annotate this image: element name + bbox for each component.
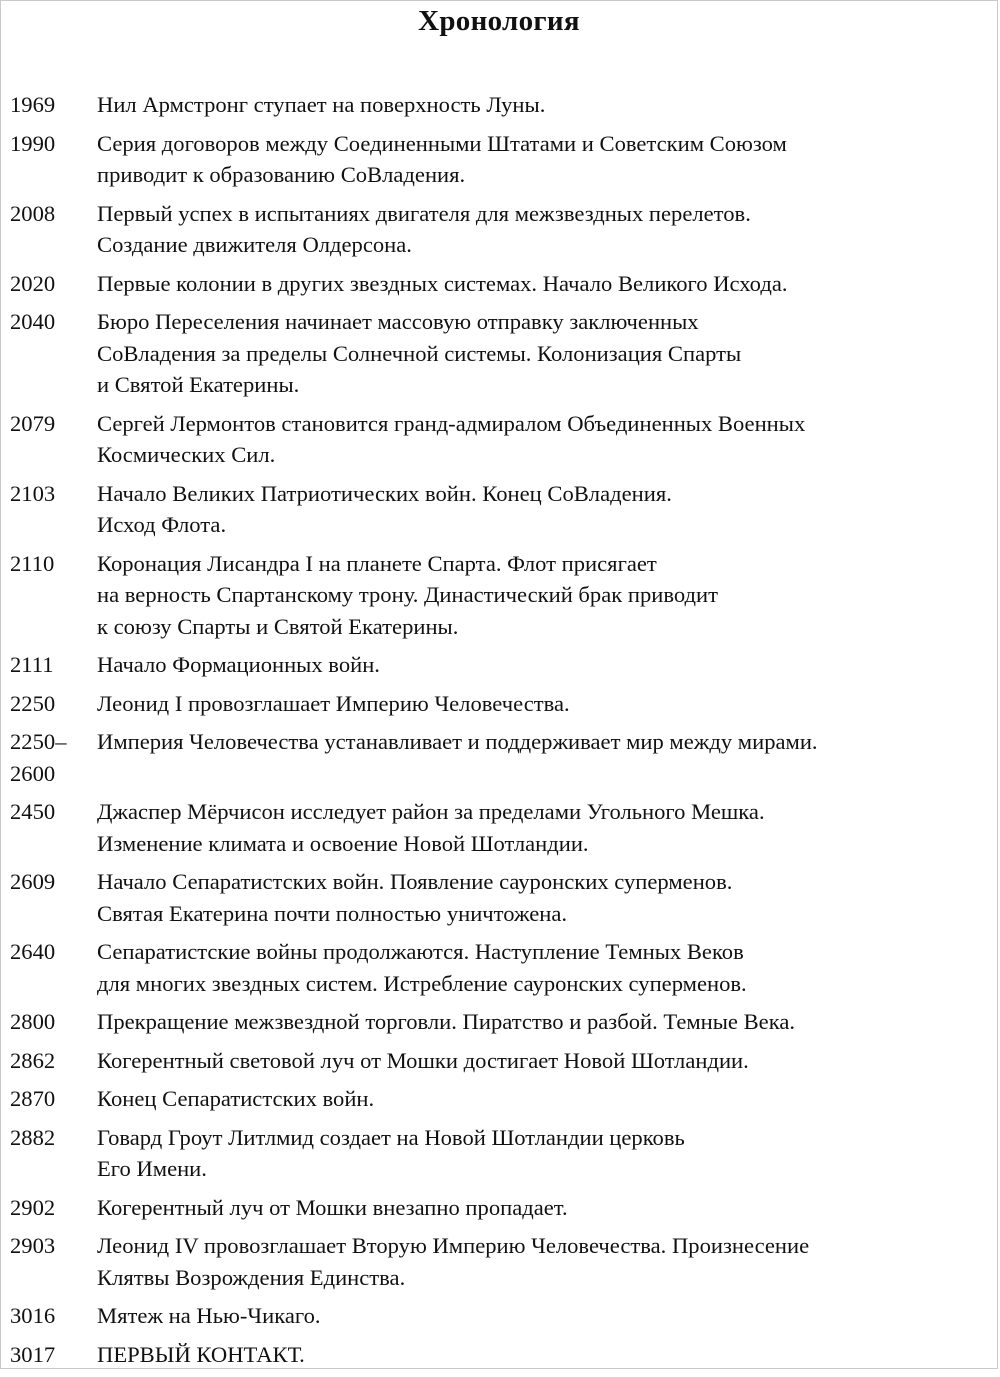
entry-text: Когерентный луч от Мошки внезапно пропадает. bbox=[97, 1194, 568, 1220]
entry-year: 2870 bbox=[10, 1086, 56, 1111]
page-title: Хронология bbox=[418, 5, 580, 37]
entry-year: 2640 bbox=[10, 939, 56, 964]
entry-text: Начало Сепаратистских войн. Появление сауронских суперменов. Святая Екатерина почти полностью уничтожена. bbox=[97, 869, 733, 926]
timeline-entry bbox=[10, 1006, 995, 1038]
entry-year: 2862 bbox=[10, 1047, 56, 1073]
entry-text: Серия договоров между Соединенными Штатами и Советским Союзом приводит к образованию СоВладения. bbox=[97, 130, 787, 187]
timeline-entry bbox=[10, 408, 995, 471]
entry-text: Сепаратистские войны продолжаются. Наступление Темных Веков для многих звездных систем. Истребление сауронских суперменов. bbox=[97, 939, 747, 996]
timeline-entry bbox=[10, 198, 995, 261]
entry-text: Нил Армстронг ступает на поверхность Луны. bbox=[97, 92, 546, 117]
entry-year: 2450 bbox=[10, 799, 56, 824]
entry-text: Конец Сепаратистских войн. bbox=[97, 1086, 375, 1111]
entry-text: Первые колонии в других звездных системах. Начало Великого Исхода. bbox=[97, 270, 788, 296]
entry-text: Коронация Лисандра I на планете Спарта. Флот присягает на верность Спартанскому трону. Династический брак приводит к союзу Спарты и Святой Екатерины. bbox=[97, 550, 718, 639]
timeline-entry bbox=[10, 688, 995, 720]
timeline-entry bbox=[10, 1045, 995, 1077]
timeline-entry bbox=[10, 866, 995, 929]
entry-year: 2079 bbox=[10, 410, 56, 436]
entry-year: 2008 bbox=[10, 200, 56, 226]
timeline-entry bbox=[10, 128, 995, 191]
entry-year: 2609 bbox=[10, 869, 56, 894]
entry-year: 1990 bbox=[10, 130, 56, 156]
entry-text: Первый успех в испытаниях двигателя для межзвездных перелетов. Создание движителя Олдерсона. bbox=[97, 200, 751, 257]
entry-text: Начало Великих Патриотических войн. Конец СоВладения. Исход Флота. bbox=[97, 480, 672, 537]
entry-text: Леонид IV провозглашает Вторую Империю Человечества. Произнесение Клятвы Возрождения Единства. bbox=[97, 1233, 810, 1290]
entry-year: 2800 bbox=[10, 1009, 56, 1034]
entry-text: ПЕРВЫЙ КОНТАКТ. bbox=[97, 1341, 305, 1367]
entry-year: 2111 bbox=[10, 652, 54, 677]
entry-year: 2882 bbox=[10, 1124, 56, 1150]
entry-text: Сергей Лермонтов становится гранд-адмиралом Объединенных Военных Космических Сил. bbox=[97, 410, 806, 467]
timeline-entry bbox=[10, 726, 995, 789]
timeline-entry bbox=[10, 796, 995, 859]
timeline-entry bbox=[10, 1192, 995, 1224]
entry-year: 1969 bbox=[10, 92, 56, 117]
timeline-entry bbox=[10, 548, 995, 643]
entry-text: Начало Формационных войн. bbox=[97, 652, 380, 677]
entry-text: Империя Человечества устанавливает и поддерживает мир между мирами. bbox=[97, 729, 818, 754]
timeline-entry bbox=[10, 1300, 995, 1332]
entry-text: Мятеж на Нью-Чикаго. bbox=[97, 1303, 321, 1328]
entry-year: 2902 bbox=[10, 1194, 56, 1220]
timeline-entry bbox=[10, 478, 995, 541]
timeline-entry bbox=[10, 1122, 995, 1185]
timeline-entry bbox=[10, 649, 995, 681]
entry-year: 2110 bbox=[10, 550, 55, 576]
entry-year: 2103 bbox=[10, 480, 56, 506]
timeline-entry bbox=[10, 268, 995, 300]
entry-year: 2250– 2600 bbox=[10, 729, 67, 786]
entry-text: Говард Гроут Литлмид создает на Новой Шотландии церковь Его Имени. bbox=[97, 1124, 685, 1181]
timeline-entry bbox=[10, 1339, 995, 1371]
entry-year: 3016 bbox=[10, 1303, 56, 1328]
timeline-list bbox=[10, 89, 995, 1377]
entry-year: 2040 bbox=[10, 309, 56, 334]
timeline-entry bbox=[10, 936, 995, 999]
timeline-entry bbox=[10, 1230, 995, 1293]
entry-text: Прекращение межзвездной торговли. Пиратство и разбой. Темные Века. bbox=[97, 1009, 796, 1034]
entry-text: Джаспер Мёрчисон исследует район за пределами Угольного Мешка. Изменение климата и освоение Новой Шотландии. bbox=[97, 799, 765, 856]
timeline-entry bbox=[10, 306, 995, 401]
entry-year: 2020 bbox=[10, 270, 56, 296]
timeline-entry bbox=[10, 89, 995, 121]
entry-text: Леонид I провозглашает Империю Человечества. bbox=[97, 690, 570, 716]
entry-year: 2903 bbox=[10, 1233, 56, 1258]
entry-year: 3017 bbox=[10, 1341, 56, 1367]
entry-text: Бюро Переселения начинает массовую отправку заключенных СоВладения за пределы Солнечной системы. Колонизация Спарты и Святой Екатерины. bbox=[97, 309, 742, 397]
entry-text: Когерентный световой луч от Мошки достигает Новой Шотландии. bbox=[97, 1047, 749, 1073]
entry-year: 2250 bbox=[10, 690, 56, 716]
timeline-entry bbox=[10, 1083, 995, 1115]
